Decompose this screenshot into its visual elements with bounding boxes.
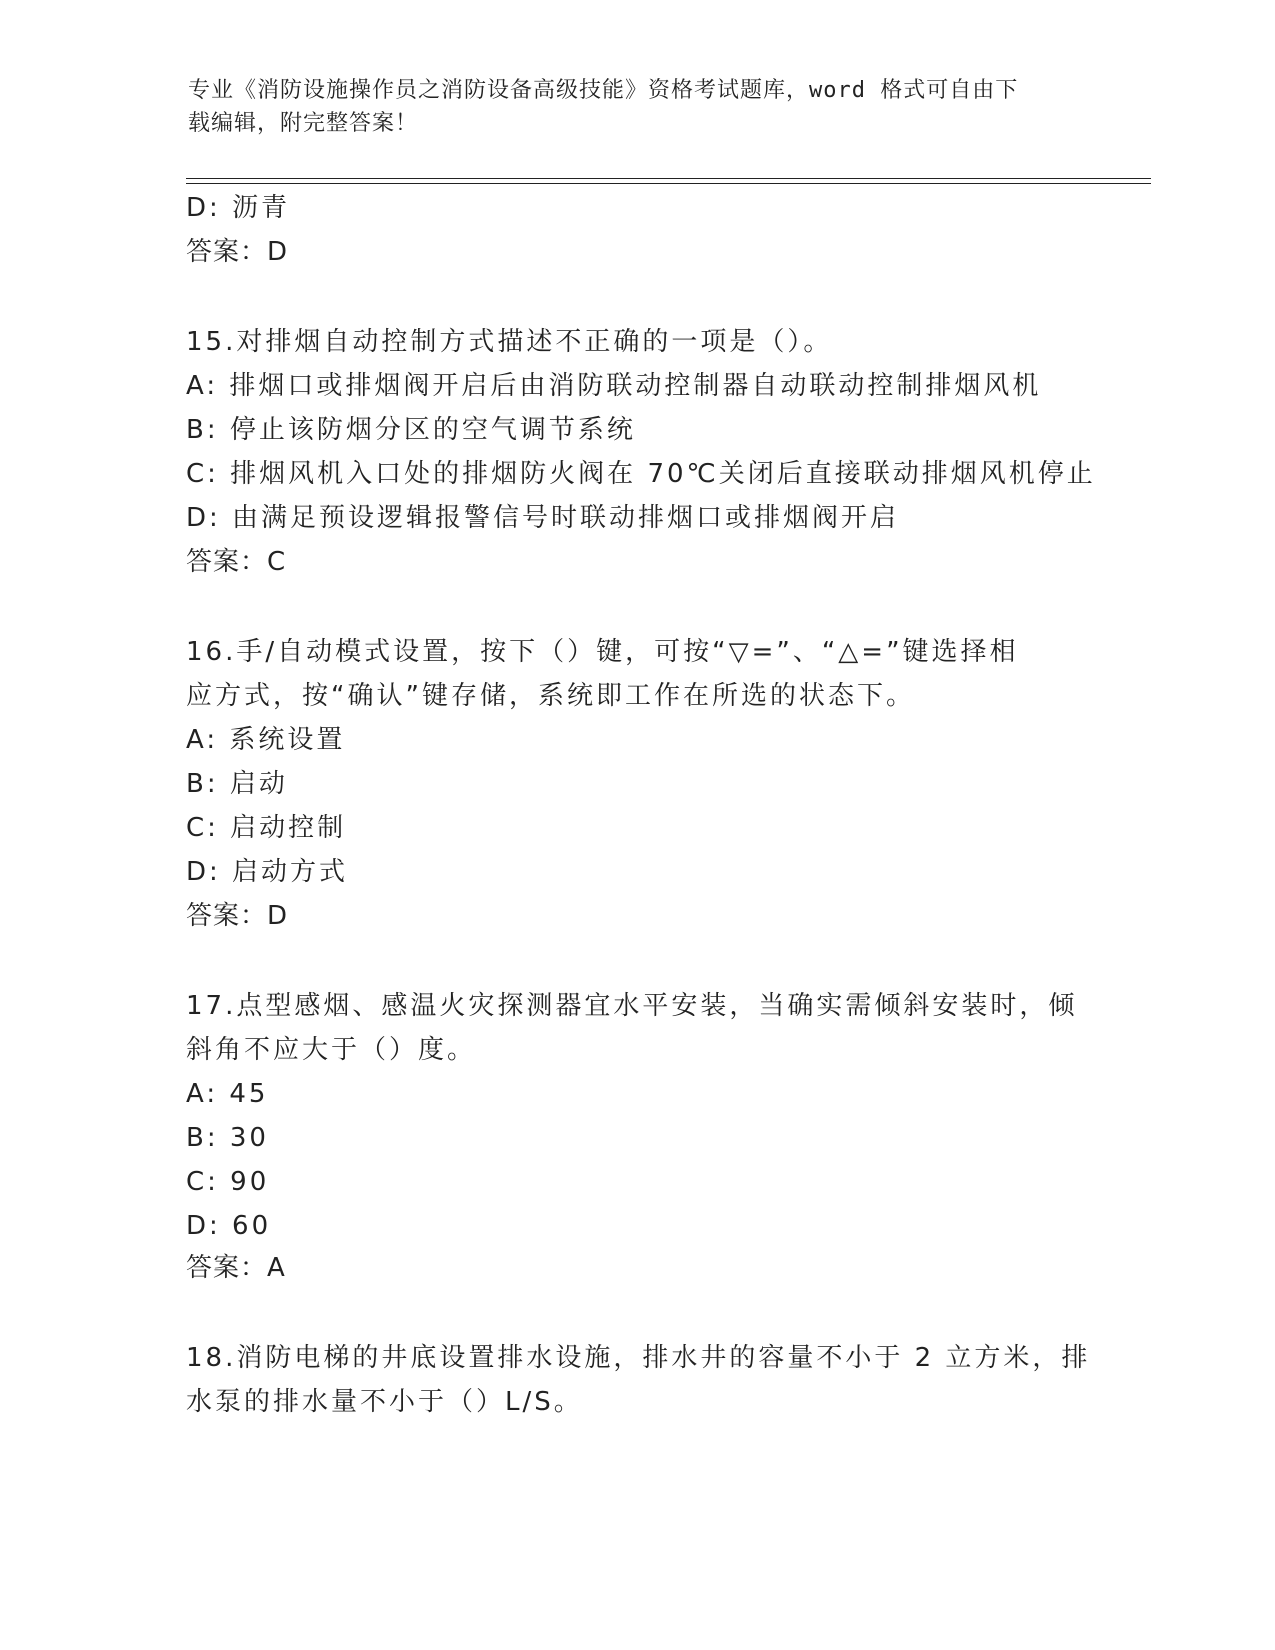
q17-option-b: B: 30 xyxy=(186,1123,269,1153)
q15-option-a: A: 排烟口或排烟阀开启后由消防联动控制器自动联动控制排烟风机 xyxy=(186,371,1042,401)
q16-stem-line-1: 16.手/自动模式设置，按下（）键，可按“▽=”、“△=”键选择相 xyxy=(186,637,1019,667)
q18-stem-line-1: 18.消防电梯的井底设置排水设施，排水井的容量不小于 2 立方米，排 xyxy=(186,1343,1091,1373)
q17-option-d: D: 60 xyxy=(186,1211,272,1241)
header-divider-top xyxy=(186,178,1151,179)
q16-stem-line-2: 应方式，按“确认”键存储，系统即工作在所选的状态下。 xyxy=(186,681,915,711)
q14-answer: 答案：D xyxy=(186,237,289,267)
q17-stem-line-1: 17.点型感烟、感温火灾探测器宜水平安装，当确实需倾斜安装时，倾 xyxy=(186,991,1078,1021)
q16-answer: 答案：D xyxy=(186,901,289,931)
document-header xyxy=(188,74,1088,140)
header-divider-bottom xyxy=(186,183,1151,184)
header-line-2: 载编辑，附完整答案！ xyxy=(188,111,419,136)
q15-option-b: B: 停止该防烟分区的空气调节系统 xyxy=(186,415,636,445)
q15-stem: 15.对排烟自动控制方式描述不正确的一项是（）。 xyxy=(186,327,833,357)
q16-option-a: A: 系统设置 xyxy=(186,725,346,755)
q17-answer: 答案：A xyxy=(186,1253,286,1283)
q16-option-d: D: 启动方式 xyxy=(186,857,349,887)
q17-stem-line-2: 斜角不应大于（）度。 xyxy=(186,1035,477,1065)
q16-option-c: C: 启动控制 xyxy=(186,813,347,843)
q18-stem-line-2: 水泵的排水量不小于（）L/S。 xyxy=(186,1387,583,1417)
q17-option-c: C: 90 xyxy=(186,1167,270,1197)
q15-option-c: C: 排烟风机入口处的排烟防火阀在 70℃关闭后直接联动排烟风机停止 xyxy=(186,459,1096,489)
q16-option-b: B: 启动 xyxy=(186,769,288,799)
q14-option-d: D: 沥青 xyxy=(186,193,291,223)
q17-option-a: A: 45 xyxy=(186,1079,269,1109)
header-line-1: 专业《消防设施操作员之消防设备高级技能》资格考试题库，word 格式可自由下 xyxy=(188,78,1019,103)
q15-answer: 答案：C xyxy=(186,547,287,577)
q15-option-d: D: 由满足预设逻辑报警信号时联动排烟口或排烟阀开启 xyxy=(186,503,900,533)
